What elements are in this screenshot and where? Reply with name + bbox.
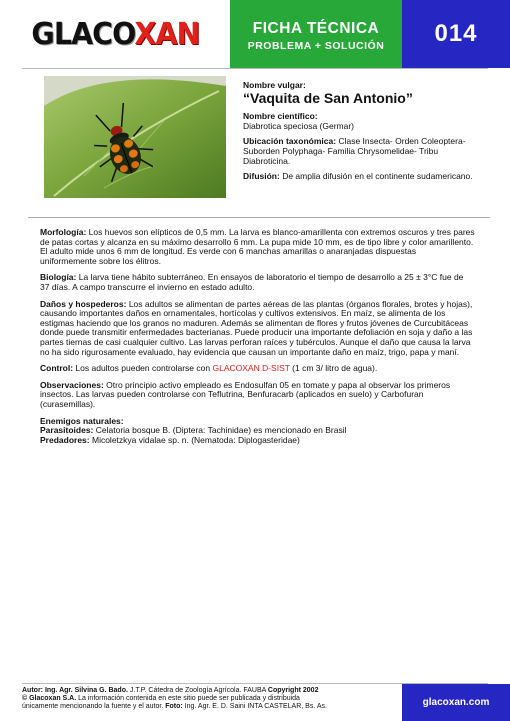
distribution [243, 171, 473, 181]
sheet-body [40, 228, 475, 445]
common-name: “Vaquita de San Antonio” [243, 90, 413, 106]
sheet-number-box [402, 0, 510, 68]
observations-text: Otro principio activo empleado es Endosulfan 05 en tomate y papa al observar los primeros insectos. Las larvas pueden controlarse con Teflutrina, Benfuracarb (aplicados en suelo) y Carbofuran (curasemillas). [40, 379, 451, 409]
distribution-label: Difusión: [243, 171, 280, 181]
control-dose: (1 cm 3/ litro de agua). [292, 363, 378, 374]
predators-label: Predadores: [40, 434, 90, 445]
beetle-photo [44, 76, 226, 198]
divider [28, 217, 490, 218]
sheet-number: 014 [434, 20, 478, 47]
footer [22, 687, 402, 711]
photo-credit-label: Foto: [165, 703, 183, 710]
damage-text: Los adultos se alimentan de partes aéreas de las plantas (órganos florales, brotes y hojas), causando importantes daños en ornamentales, hortícolas y cultivos extensivos. En maíz, se alimenta de los estigmas haciendo que los granos no maduren. Además se alimentan de flores y frutos jóvenes de Curcubitáceas donde puede transmitir enfermedades bacterianas. Puede producir una importante defoliación en soja y daño a las partes tiernas de casi cualquier cultivo. Las larvas perforan raíces y tubérculos. Aunque el daño que causa la larva no ha sido rigurosamente evaluado, hay evidencia que causan un importante daño en maíz, trigo, papa y maní. [40, 298, 473, 357]
control-label: Control: [40, 363, 74, 374]
natural-enemies-label: Enemigos naturales: [40, 415, 124, 426]
logo-text-glaco: GLACO [30, 16, 134, 52]
website-box[interactable] [402, 684, 510, 721]
photo-credit: Ing. Agr. E. D. Saini INTA CASTELAR, Bs. As. [184, 703, 327, 710]
author: Autor: Ing. Agr. Silvina G. Bado. [22, 687, 128, 694]
copyright: Copyright 2002 [267, 687, 319, 694]
biology-text: La larva tiene hábito subterráneo. En ensayos de laboratorio el tiempo de desarrollo a 25 ± 3°C fue de 37 días. A campo transcurre el invierno en estado adulto. [40, 272, 464, 292]
product-name: GLACOXAN D-SIST [212, 363, 290, 374]
license-text: La información contenida en este sitio puede ser publicada y distribuida [78, 695, 300, 702]
taxonomy-label: Ubicación taxonómica: [243, 136, 337, 146]
logo [0, 0, 230, 68]
damage-section [40, 300, 475, 358]
morphology-section [40, 228, 475, 266]
scientific-name: Diabrotica speciosa (Germar) [243, 121, 355, 131]
logo-text-xan: XAN [133, 16, 200, 52]
header [0, 0, 510, 68]
predators-text: Micoletzkya vidalae sp. n. (Nematoda: Diplogasteridae) [91, 434, 300, 445]
author-affiliation: J.T.P. Cátedra de Zoología Agrícola. FAUBA [129, 687, 266, 694]
sheet-title: FICHA TÉCNICA [252, 20, 380, 37]
sheet-subtitle: PROBLEMA + SOLUCIÓN [247, 40, 385, 52]
website-link[interactable]: glacoxan.com [422, 697, 490, 708]
parasitoids-label: Parasitoides: [40, 425, 94, 436]
divider [22, 68, 488, 69]
license-text-cont: únicamente mencionando la fuente y el autor. [22, 703, 164, 710]
taxonomy-value: Clase Insecta- Orden Coleoptera- Suborden Polyphaga- Familia Chrysomelidae- Tribu Diabroticina. [243, 136, 466, 166]
control-text: Los adultos pueden controlarse con [75, 363, 211, 374]
title-box [230, 0, 402, 68]
natural-enemies-section [40, 417, 475, 446]
morphology-text: Los huevos son elípticos de 0,5 mm. La larva es blanco-amarillenta con extremos oscuros y tres pares de patas cortas y alcanza en su máximo desarrollo 6 mm. La pupa mide 10 mm, es de tipo libre y color amarillento. El adulto mide unos 6 mm de longitud. Es verde con 6 manchas amarillas o anaranjadas dispuestas uniformemente sobre los élitros. [40, 227, 475, 266]
damage-label: Daños y hospederos: [40, 298, 127, 309]
taxonomy [243, 136, 473, 166]
distribution-value: De amplia difusión en el continente sudamericano. [282, 171, 473, 181]
parasitoids-text: Celatoria bosque B. (Diptera: Tachinidae) es mencionado en Brasil [95, 425, 347, 436]
scientific-name-label: Nombre científico: [243, 111, 318, 121]
observations-section [40, 381, 475, 410]
biology-section [40, 273, 475, 292]
control-section [40, 364, 475, 374]
species-info [243, 80, 473, 181]
common-name-label: Nombre vulgar: [243, 80, 306, 90]
biology-label: Biología: [40, 272, 77, 283]
company: © Glacoxan S.A. [22, 695, 77, 702]
morphology-label: Morfología: [40, 227, 87, 237]
observations-label: Observaciones: [40, 379, 104, 390]
